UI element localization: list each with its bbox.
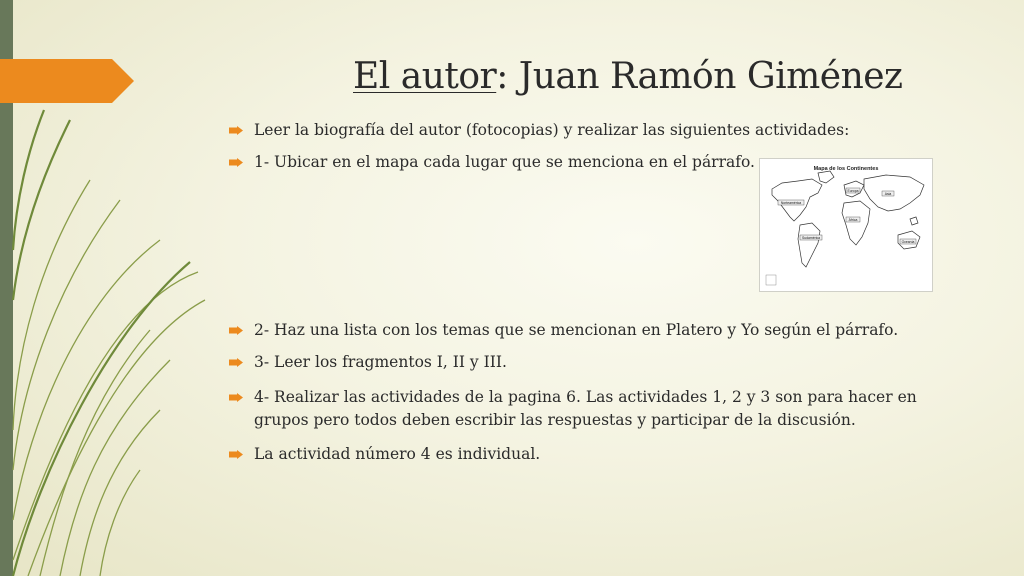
- bullet-item-3: [229, 319, 949, 342]
- map-label-sudamerica: Sudamérica: [801, 236, 821, 240]
- arrow-bullet-icon: [229, 126, 243, 135]
- bullet-item-5: [229, 386, 949, 432]
- bullet-item-4: [229, 351, 949, 374]
- map-scale-mark: [766, 275, 776, 285]
- arrow-bullet-icon: [229, 158, 243, 167]
- bullet-item-6: [229, 443, 949, 466]
- map-label-asia: Asia: [884, 192, 892, 196]
- bullet-text: Leer la biografía del autor (fotocopias) y realizar las siguientes actividades:: [254, 121, 850, 139]
- bullet-item-1: [229, 119, 949, 142]
- title-rest: : Juan Ramón Giménez: [496, 56, 903, 97]
- map-label-oceania: Oceanía: [901, 240, 915, 244]
- bullet-text: 4- Realizar las actividades de la pagina 6. Las actividades 1, 2 y 3 son para hacer en grupos pero todos deben escribir las respuestas y participar de la discusión.: [254, 388, 917, 429]
- bullet-text: 2- Haz una lista con los temas que se mencionan en Platero y Yo según el párrafo.: [254, 321, 899, 339]
- bullet-text: 1- Ubicar en el mapa cada lugar que se menciona en el párrafo.: [254, 153, 755, 171]
- map-label-africa: África: [848, 218, 858, 222]
- map-title: Mapa de los Continentes: [813, 166, 879, 172]
- map-label-norteamerica: Norteamérica: [780, 201, 802, 205]
- arrow-bullet-icon: [229, 358, 243, 367]
- title-underlined-part: El autor: [353, 56, 497, 97]
- map-label-europa: Europa: [847, 189, 859, 193]
- world-map-icon: [760, 159, 932, 291]
- arrow-bullet-icon: [229, 326, 243, 335]
- slide-title: [353, 56, 903, 97]
- arrow-bullet-icon: [229, 393, 243, 402]
- arrow-bullet-icon: [229, 450, 243, 459]
- world-map-image: [759, 158, 933, 292]
- orange-title-tab: [0, 59, 134, 103]
- bullet-text: La actividad número 4 es individual.: [254, 445, 541, 463]
- bullet-text: 3- Leer los fragmentos I, II y III.: [254, 353, 507, 371]
